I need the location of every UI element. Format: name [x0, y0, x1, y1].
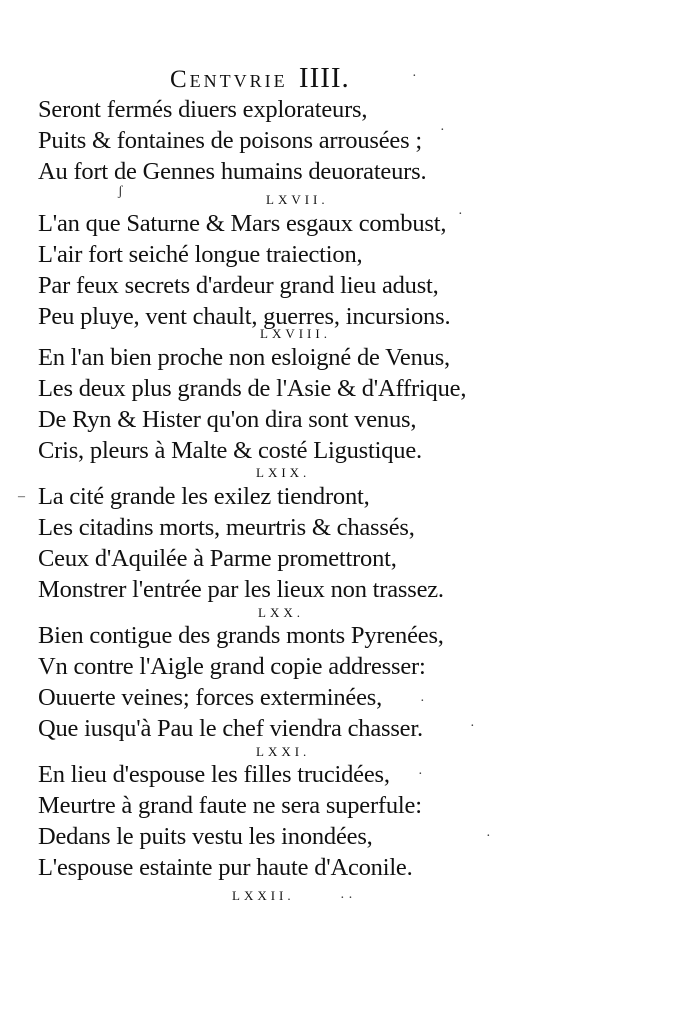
running-header [170, 62, 350, 95]
quatrain-number: LXX. [258, 605, 304, 620]
verse-line: L'espouse estainte pur haute d'Aconile. [38, 854, 413, 881]
verse-line: Ouuerte veines; forces exterminées, [38, 684, 383, 711]
verse-line: Au fort de Gennes humains deuorateurs. [38, 158, 427, 185]
verse-line: Dedans le puits vestu les inondées, [38, 823, 373, 850]
verse-line: Bien contigue des grands monts Pyrenées, [38, 622, 444, 649]
catchword: LXXII. [232, 888, 295, 903]
ink-speck: · [458, 207, 463, 222]
verse-line: L'an que Saturne & Mars esgaux combust, [38, 210, 447, 237]
ink-speck: · [418, 767, 423, 782]
verse-line: L'air fort seiché longue traiection, [38, 241, 363, 268]
verse-line: Meurtre à grand faute ne sera superfule: [38, 792, 422, 819]
quatrain-number: LXXI. [256, 744, 311, 759]
header-number: IIII. [298, 62, 350, 94]
verse-line: En l'an bien proche non esloigné de Venus, [38, 344, 450, 371]
verse-line: Peu pluye, vent chault, guerres, incursions. [38, 303, 451, 330]
ink-speck: · [470, 719, 475, 734]
verse-line: Monstrer l'entrée par les lieux non trassez. [38, 576, 444, 603]
quatrain-number: LXVII. [266, 192, 329, 207]
verse-line: Seront fermés diuers explorateurs, [38, 96, 368, 123]
header-title: Centvrie [170, 66, 288, 93]
verse-line: La cité grande les exilez tiendront, [38, 483, 370, 510]
verse-line: Par feux secrets d'ardeur grand lieu adust, [38, 272, 439, 299]
ink-speck: · [440, 123, 445, 138]
ink-speck: ʃ [118, 184, 123, 199]
ink-speck: · [420, 694, 425, 709]
quatrain-number: LXVIII. [260, 326, 331, 341]
quatrain-number: LXIX. [256, 465, 311, 480]
verse-line: Que iusqu'à Pau le chef viendra chasser. [38, 715, 423, 742]
ink-speck: – [18, 489, 25, 504]
ink-speck: · · [340, 891, 353, 906]
verse-line: Puits & fontaines de poisons arrousées ; [38, 127, 422, 154]
verse-line: Les deux plus grands de l'Asie & d'Affrique, [38, 375, 467, 402]
verse-line: Les citadins morts, meurtris & chassés, [38, 514, 415, 541]
verse-line: De Ryn & Hister qu'on dira sont venus, [38, 406, 417, 433]
verse-line: Vn contre l'Aigle grand copie addresser: [38, 653, 426, 680]
verse-line: Cris, pleurs à Malte & costé Ligustique. [38, 437, 422, 464]
ink-speck: · [486, 829, 491, 844]
ink-speck: · [412, 69, 417, 84]
verse-line: En lieu d'espouse les filles trucidées, [38, 761, 390, 788]
verse-line: Ceux d'Aquilée à Parme promettront, [38, 545, 397, 572]
